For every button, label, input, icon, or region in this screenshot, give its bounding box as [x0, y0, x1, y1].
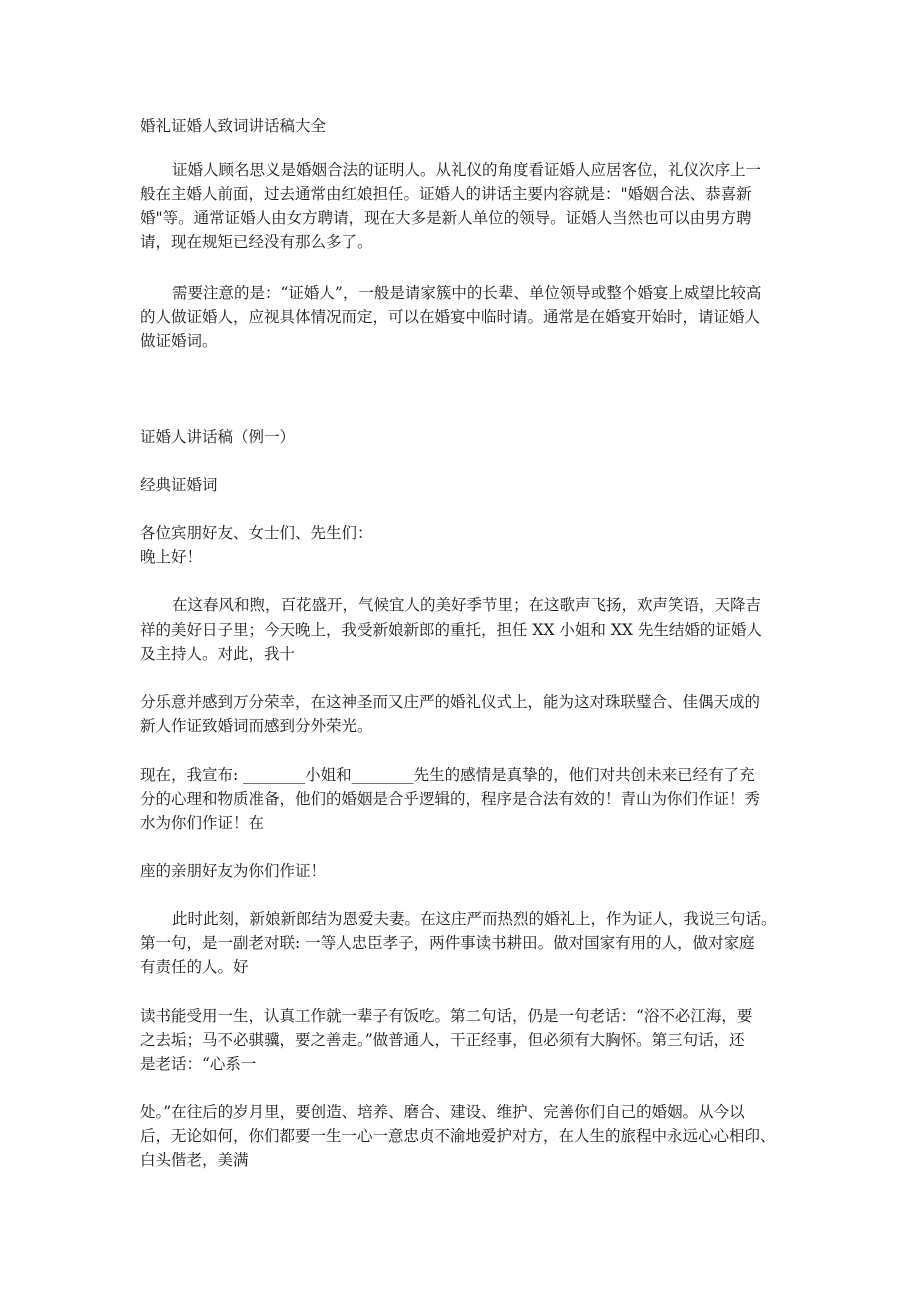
speech-paragraph-7-line: 白头偕老，美满	[140, 1151, 249, 1169]
speech-paragraph-1-line: 祥的美好日子里；今天晚上，我受新娘新郎的重托，担任 XX 小姐和 XX 先生结婚的证婚人	[140, 621, 762, 639]
speech-paragraph-3-line: 水为你们作证！在	[140, 814, 265, 832]
intro-paragraph-1-line: 证婚人顾名思义是婚姻合法的证明人。从礼仪的角度看证婚人应居客位，礼仪次序上一	[172, 161, 762, 179]
intro-paragraph-2-line: 需要注意的是：“证婚人”，一般是请家簇中的长辈、单位领导或整个婚宴上威望比较高	[172, 284, 762, 302]
intro-paragraph-1-line: 般在主婚人前面，过去通常由红娘担任。证婚人的讲话主要内容就是："婚姻合法、恭喜新	[140, 185, 752, 203]
greeting-line: 晚上好！	[140, 548, 203, 566]
speech-paragraph-5-line: 第一句，是一副老对联: 一等人忠臣孝子，两件事读书耕田。做对国家有用的人，做对家庭	[140, 934, 755, 952]
speech-paragraph-6-line: 之去垢；马不必骐骥，要之善走。”做普通人，干正经事，但必须有大胸怀。第三句话，还	[140, 1031, 745, 1049]
example-heading: 证婚人讲话稿（例一）	[140, 428, 296, 446]
speech-paragraph-5-line: 有责任的人。好	[140, 958, 249, 976]
speech-paragraph-3-line: 现在，我宣布: ________小姐和________先生的感情是真挚的，他们对共创未来已经有了充	[140, 766, 755, 784]
speech-paragraph-6-line: 是老话：“心系一	[140, 1055, 257, 1073]
speech-paragraph-7-line: 处。”在往后的岁月里，要创造、培养、磨合、建设、维护、完善你们自己的婚姻。从今以	[140, 1103, 745, 1121]
speech-paragraph-1-line: 在这春风和煦，百花盛开，气候宜人的美好季节里；在这歌声飞扬，欢声笑语，天降吉	[172, 596, 762, 614]
speech-paragraph-7-line: 后，无论如何，你们都要一生一心一意忠贞不渝地爱护对方，在人生的旅程中永远心心相印、	[140, 1127, 776, 1145]
speech-paragraph-2-line: 分乐意并感到万分荣幸，在这神圣而又庄严的婚礼仪式上，能为这对珠联璧合、佳偶天成的	[140, 693, 761, 711]
speech-paragraph-3-line: 分的心理和物质准备，他们的婚姻是合乎逻辑的，程序是合法有效的！青山为你们作证！秀	[140, 790, 761, 808]
example-subheading: 经典证婚词	[140, 476, 218, 494]
intro-paragraph-1-line: 婚"等。通常证婚人由女方聘请，现在大多是新人单位的领导。证婚人当然也可以由男方聘	[140, 209, 752, 227]
speech-paragraph-6-line: 读书能受用一生，认真工作就一辈子有饭吃。第二句话，仍是一句老话：“浴不必江海，要	[140, 1007, 753, 1025]
speech-paragraph-4-line: 座的亲朋好友为你们作证！	[140, 862, 327, 880]
speech-paragraph-5-line: 此时此刻，新娘新郎结为恩爱夫妻。在这庄严而热烈的婚礼上，作为证人，我说三句话。	[172, 910, 777, 928]
intro-paragraph-2-line: 做证婚词。	[140, 332, 218, 350]
intro-paragraph-1-line: 请，现在规矩已经没有那么多了。	[140, 233, 373, 251]
document-title: 婚礼证婚人致词讲话稿大全	[140, 117, 327, 135]
speech-paragraph-1-line: 及主持人。对此，我十	[140, 645, 296, 663]
speech-paragraph-2-line: 新人作证致婚词而感到分外荣光。	[140, 717, 373, 735]
intro-paragraph-2-line: 的人做证婚人，应视具体情况而定，可以在婚宴中临时请。通常是在婚宴开始时，请证婚人	[140, 308, 761, 326]
greeting-line: 各位宾朋好友、女士们、先生们：	[140, 524, 373, 542]
